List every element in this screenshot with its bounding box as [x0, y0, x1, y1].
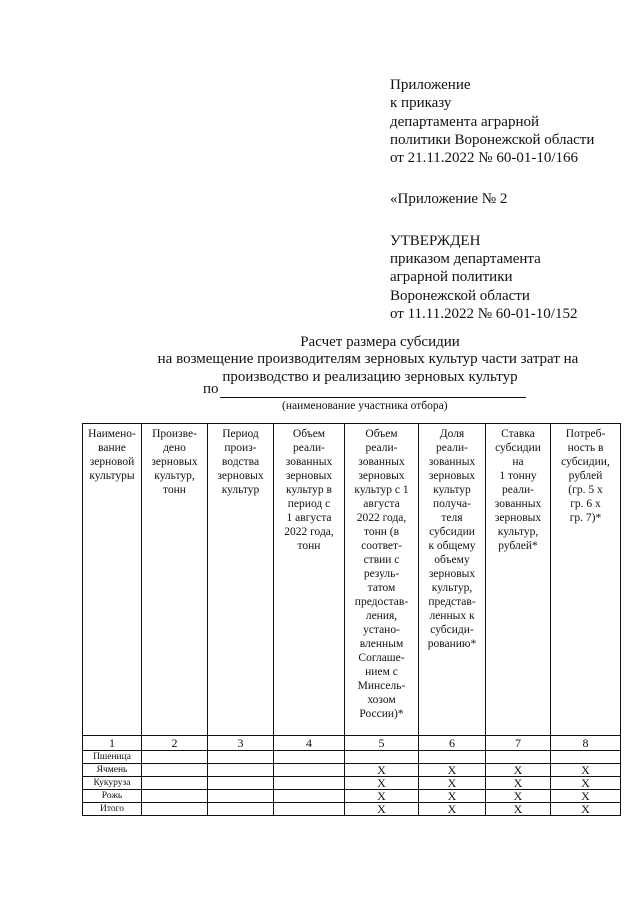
header-line: Произве-	[152, 428, 197, 440]
header-line: тонн	[163, 484, 186, 496]
header-line: зованных	[428, 456, 476, 468]
header-text	[83, 427, 141, 483]
column-number: 2	[142, 736, 208, 751]
header-cell	[142, 424, 208, 736]
header-line: культуры	[89, 470, 135, 482]
po-label: по	[203, 381, 219, 397]
column-number: 3	[208, 736, 274, 751]
approved-date-line: от 11.11.2022 № 60-01-10/152	[390, 305, 578, 322]
header-line: зерновых	[285, 470, 333, 482]
header-line: ленных к	[429, 610, 475, 622]
header-line: культур,	[431, 582, 473, 594]
subsidy-table	[82, 423, 621, 816]
header-line: Минсель-	[357, 680, 406, 692]
table-cell	[551, 751, 621, 764]
header-line: вленным	[359, 638, 404, 650]
table-row	[83, 790, 621, 803]
header-line: субсиди-	[430, 624, 474, 636]
table-cell	[486, 751, 551, 764]
table-cell	[274, 803, 345, 816]
table-cell: Х	[419, 764, 486, 777]
header-line: Соглаше-	[358, 652, 405, 664]
row-label: Рожь	[83, 790, 142, 803]
header-line: культур	[221, 484, 260, 496]
table-cell: Х	[551, 764, 621, 777]
participant-note: (наименование участника отбора)	[282, 400, 448, 412]
header-line: Ставка	[501, 428, 535, 440]
header-line: устано-	[363, 624, 400, 636]
table-cell	[142, 777, 208, 790]
approved-order-line: приказом департамента	[390, 251, 541, 268]
header-line: зерновых	[428, 568, 476, 580]
table-cell: Х	[486, 803, 551, 816]
header-text	[208, 427, 273, 497]
header-line: гр. 7)*	[569, 512, 602, 524]
header-line: субсидии,	[561, 456, 610, 468]
header-line: зерновых	[151, 456, 198, 468]
table-cell: Х	[551, 777, 621, 790]
header-line: водства	[221, 456, 260, 468]
table-cell	[142, 751, 208, 764]
header-line: тонн	[297, 540, 321, 552]
header-line: зерновых	[217, 470, 264, 482]
table-cell: Х	[486, 777, 551, 790]
header-line: зерновых	[428, 470, 476, 482]
row-label: Кукуруза	[83, 777, 142, 790]
header-line: период с	[287, 498, 331, 510]
header-line: культур в	[286, 484, 332, 496]
column-number: 7	[486, 736, 551, 751]
header-line: зованных	[494, 498, 542, 510]
table-header-row	[83, 424, 621, 736]
header-line: культур,	[154, 470, 195, 482]
header-line: 2022 года,	[284, 526, 334, 538]
table-cell	[274, 751, 345, 764]
column-number-row	[83, 736, 621, 751]
table-cell	[208, 751, 274, 764]
approved-policy-line: аграрной политики	[390, 269, 513, 286]
header-line: реали-	[502, 484, 534, 496]
order-ref-line: к приказу	[390, 95, 452, 112]
appendix-2-line: «Приложение № 2	[390, 191, 508, 208]
row-label: Пшеница	[83, 751, 142, 764]
approved-region-line: Воронежской области	[390, 287, 530, 304]
doc-subtitle-2: производство и реализацию зерновых культур	[222, 369, 518, 385]
table-cell: Х	[551, 790, 621, 803]
header-line: культур с 1	[354, 484, 409, 496]
header-line: представ-	[428, 596, 476, 608]
header-line: дено	[163, 442, 186, 454]
table-row	[83, 777, 621, 790]
table-row	[83, 751, 621, 764]
header-text	[486, 427, 550, 553]
header-line: Объем	[365, 428, 398, 440]
header-line: резуль-	[363, 568, 400, 580]
header-line: гр. 6 х	[570, 498, 601, 510]
header-cell	[345, 424, 419, 736]
column-number: 1	[83, 736, 142, 751]
table-cell: Х	[419, 777, 486, 790]
header-line: зерновых	[358, 470, 405, 482]
header-cell	[419, 424, 486, 736]
column-number: 6	[419, 736, 486, 751]
header-line: теля	[441, 512, 463, 524]
column-number: 8	[551, 736, 621, 751]
table-cell	[274, 777, 345, 790]
row-label: Ячмень	[83, 764, 142, 777]
column-number: 4	[274, 736, 345, 751]
table-row	[83, 764, 621, 777]
header-line: 1 августа	[286, 512, 332, 524]
header-line: рованию*	[427, 638, 477, 650]
header-line: августа	[363, 498, 400, 510]
header-line: Наимено-	[88, 428, 136, 440]
header-text	[551, 427, 620, 525]
header-line: ность в	[567, 442, 604, 454]
header-line: зерновой	[89, 456, 135, 468]
header-line: татом	[367, 582, 396, 594]
table-cell	[274, 790, 345, 803]
table-cell	[142, 764, 208, 777]
table-cell	[208, 777, 274, 790]
header-line: рублей*	[498, 540, 538, 552]
header-line: субсидии	[429, 526, 475, 538]
table-cell	[208, 764, 274, 777]
row-label: Итого	[83, 803, 142, 816]
header-text	[142, 427, 207, 497]
header-cell	[274, 424, 345, 736]
header-line: зерновых	[494, 512, 542, 524]
header-line: получа-	[433, 498, 471, 510]
header-line: хозом	[367, 694, 396, 706]
table-cell: Х	[419, 803, 486, 816]
table-cell	[208, 803, 274, 816]
header-line: (гр. 5 х	[568, 484, 603, 496]
header-line: культур	[433, 484, 471, 496]
table-cell: Х	[486, 764, 551, 777]
header-line: тонн (в	[363, 526, 400, 538]
header-cell	[208, 424, 274, 736]
header-text	[274, 427, 344, 553]
table-cell	[274, 764, 345, 777]
table-row-total	[83, 803, 621, 816]
header-line: объему	[434, 554, 470, 566]
appendix-line: Приложение	[390, 77, 471, 93]
table-cell: Х	[551, 803, 621, 816]
table-cell	[419, 751, 486, 764]
table-cell: Х	[345, 777, 419, 790]
header-line: России)*	[359, 708, 404, 720]
header-line: ления,	[365, 610, 398, 622]
header-line: реали-	[436, 442, 468, 454]
header-line: зованных	[358, 456, 405, 468]
header-line: рублей	[568, 470, 603, 482]
header-text	[345, 427, 418, 721]
table-cell: Х	[345, 803, 419, 816]
header-cell	[486, 424, 551, 736]
header-line: соответ-	[361, 540, 402, 552]
header-line: 1 тонну	[499, 470, 537, 482]
header-line: субсидии	[495, 442, 541, 454]
header-text	[419, 427, 485, 651]
table-cell: Х	[419, 790, 486, 803]
department-line: департамента аграрной	[390, 113, 540, 130]
doc-subtitle-1: на возмещение производителям зерновых культур части затрат на	[157, 351, 579, 367]
header-line: реали-	[293, 442, 325, 454]
header-line: предостав-	[354, 596, 409, 608]
column-number: 5	[345, 736, 419, 751]
header-line: реали-	[365, 442, 398, 454]
header-line: культур,	[497, 526, 539, 538]
header-line: нием с	[365, 666, 398, 678]
participant-underline	[220, 397, 526, 398]
table-cell	[208, 790, 274, 803]
order-date-line: от 21.11.2022 № 60-01-10/166	[390, 150, 579, 167]
doc-title: Расчет размера субсидии	[300, 334, 460, 350]
table-cell	[142, 790, 208, 803]
header-line: Потреб-	[565, 428, 606, 440]
table-cell: Х	[345, 790, 419, 803]
header-line: зованных	[285, 456, 333, 468]
header-line: ствии с	[363, 554, 400, 566]
table-cell: Х	[486, 790, 551, 803]
header-line: на	[512, 456, 524, 468]
approval-block	[390, 76, 630, 323]
table-cell	[142, 803, 208, 816]
header-line: к общему	[428, 540, 476, 552]
header-cell	[551, 424, 621, 736]
approved-line: УТВЕРЖДЕН	[390, 232, 481, 249]
header-line: произ-	[224, 442, 257, 454]
header-line: вание	[98, 442, 126, 454]
policy-line: политики Воронежской области	[390, 131, 595, 148]
header-line: 2022 года,	[356, 512, 407, 524]
table-cell: Х	[345, 764, 419, 777]
header-line: Доля	[439, 428, 465, 440]
header-line: Объем	[292, 428, 326, 440]
table-cell	[345, 751, 419, 764]
header-line: Период	[222, 428, 259, 440]
header-cell	[83, 424, 142, 736]
